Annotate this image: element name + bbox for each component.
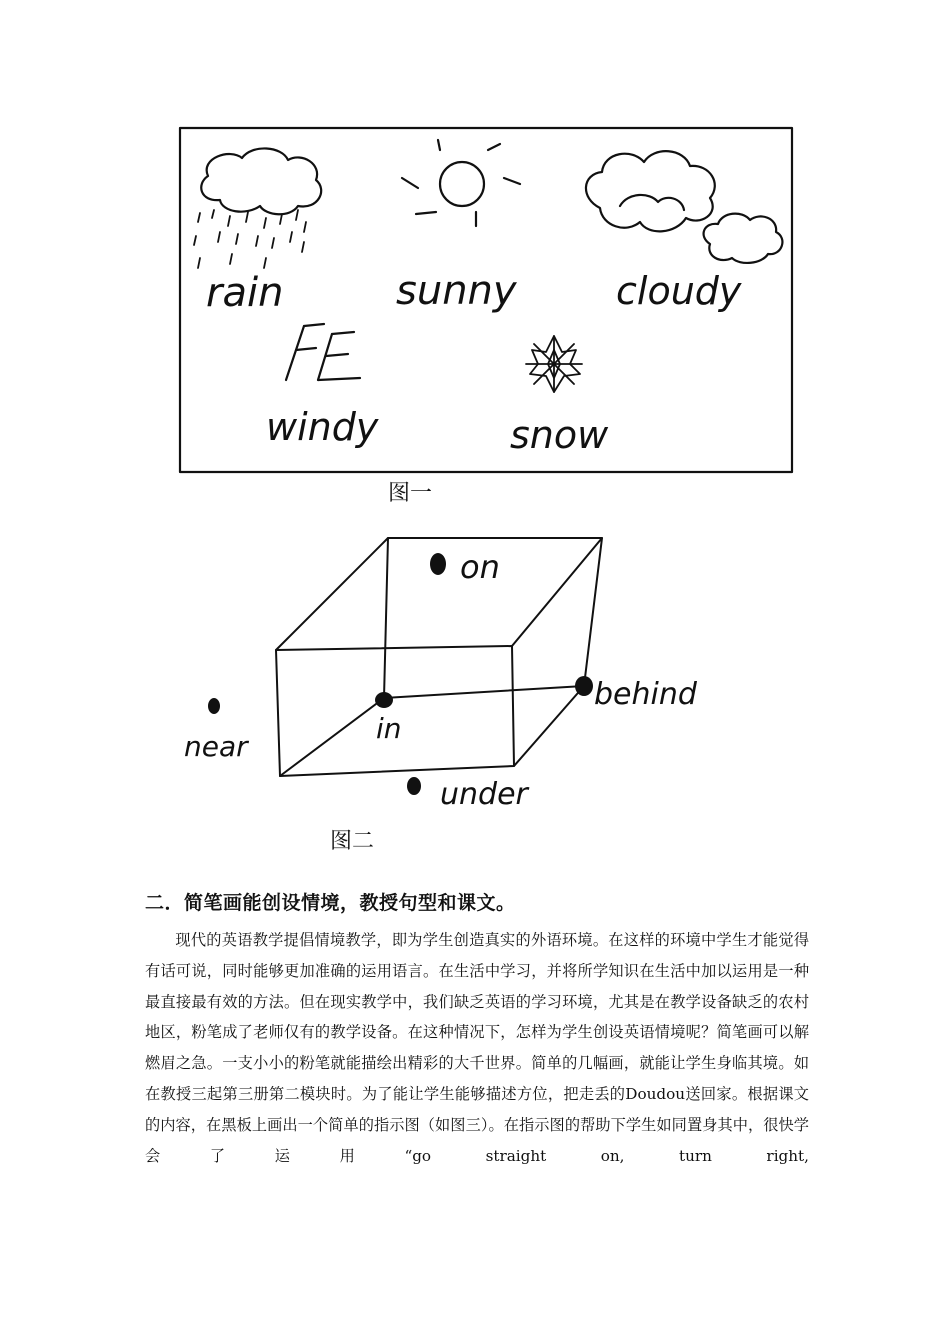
box-edge xyxy=(280,698,384,776)
dot-near xyxy=(208,698,220,714)
weather-drawing-figure xyxy=(170,118,810,518)
rain-cloud-icon xyxy=(201,148,321,214)
word-snow: snow xyxy=(510,413,609,457)
word-under: under xyxy=(440,777,528,812)
figure2-caption: 图二 xyxy=(330,829,375,854)
word-on: on xyxy=(460,548,500,586)
body-paragraph: 现代的英语教学提倡情境教学，即为学生创造真实的外语环境。在这样的环境中学生才能觉得有话可说，同时能够更加准确的运用语言。在生活中学习，并将所学知识在生活中加以运用是一种最直接最有效的方法。但在现实教学中，我们缺乏英语的学习环境，尤其是在教学设备缺乏的农村地区，粉笔成了老师仅有的教学设备。在这种情况下，怎样为学生创设英语情境呢？简笔画可以解燃眉之急。一支小小的粉笔就能描绘出精彩的大千世界。简单的几幅画，就能让学生身临其境。如在教授三起第三册第二模块时。为了能让学生能够描述方位，把走丢的Doudou送回家。根据课文的内容，在黑板上画出一个简单的指示图（如图三）。在指示图的帮助下学生如同置身其中，很快学会了运用“go straight on, turn right, xyxy=(145,931,809,1165)
word-sunny: sunny xyxy=(396,268,517,314)
box-edge xyxy=(512,538,602,646)
prepositions-box-figure xyxy=(170,520,730,860)
snowflake-icon xyxy=(526,336,582,392)
word-rain: rain xyxy=(206,270,284,316)
section-heading: 二．简笔画能创设情境，教授句型和课文。 xyxy=(145,892,516,914)
box-edge xyxy=(514,686,584,766)
dot-in xyxy=(375,692,393,708)
dot-under xyxy=(407,777,421,795)
sun-icon xyxy=(402,140,520,226)
word-in: in xyxy=(376,712,402,745)
word-behind: behind xyxy=(594,677,697,712)
box-front-face xyxy=(276,646,514,776)
figure1-caption: 图一 xyxy=(388,481,433,506)
section-body xyxy=(145,925,809,1171)
word-windy: windy xyxy=(266,405,379,449)
word-near: near xyxy=(184,730,248,763)
cloud-inner-line xyxy=(620,195,684,210)
dot-on xyxy=(430,553,446,575)
word-cloudy: cloudy xyxy=(616,269,742,313)
cloud-icon xyxy=(586,151,715,231)
small-cloud-icon xyxy=(704,214,783,263)
rain-drops-icon xyxy=(194,210,306,268)
dot-behind xyxy=(575,676,593,696)
box-edge xyxy=(276,538,388,650)
wind-icon xyxy=(286,324,360,380)
